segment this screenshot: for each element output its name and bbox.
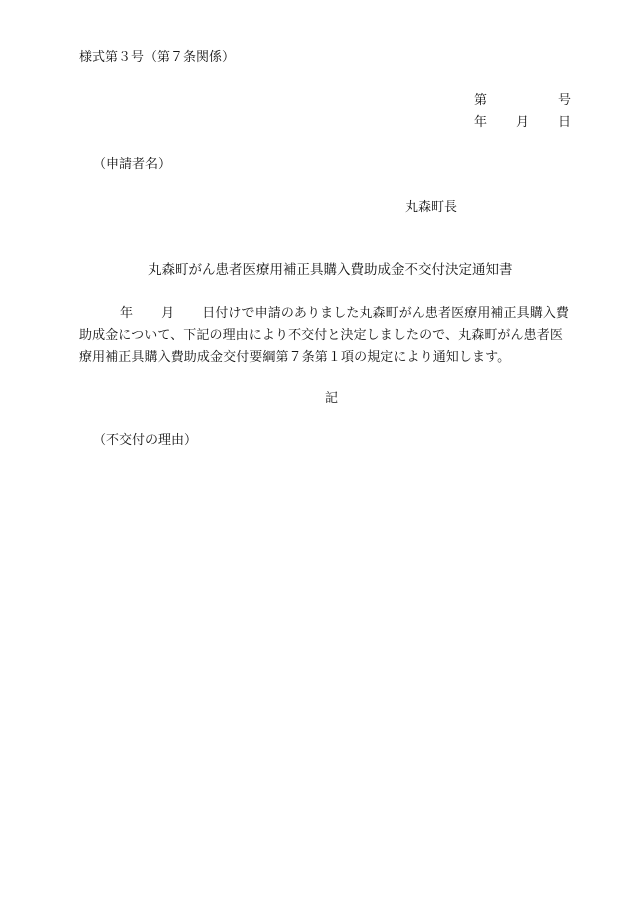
body-line-1-text: 日付けで申請のありました丸森町がん患者医療用補正具購入費 (202, 306, 570, 321)
recipient-name: （申請者名） (93, 157, 172, 172)
document-date-line (474, 116, 574, 130)
body-line-1 (120, 307, 569, 320)
body-month: 月 (161, 306, 175, 321)
date-year: 年 (474, 115, 488, 130)
document-title: 丸森町がん患者医療用補正具購入費助成金不交付決定通知書 (148, 262, 513, 278)
body-line-2: 助成金について、下記の理由により不交付と決定しましたので、丸森町がん患者医 (79, 328, 563, 343)
date-month: 月 (516, 115, 530, 130)
body-year: 年 (120, 306, 134, 321)
document-number-line (474, 94, 574, 108)
body-line-3: 療用補正具購入費助成金交付要綱第７条第１項の規定により通知します。 (79, 350, 511, 365)
form-label: 様式第３号（第７条関係） (79, 50, 236, 65)
number-prefix: 第 (474, 93, 488, 108)
issuer-name: 丸森町長 (405, 200, 458, 215)
date-day: 日 (558, 115, 572, 130)
number-suffix: 号 (558, 93, 572, 108)
reason-heading: （不交付の理由） (93, 433, 198, 448)
ki-heading: 記 (325, 391, 339, 406)
